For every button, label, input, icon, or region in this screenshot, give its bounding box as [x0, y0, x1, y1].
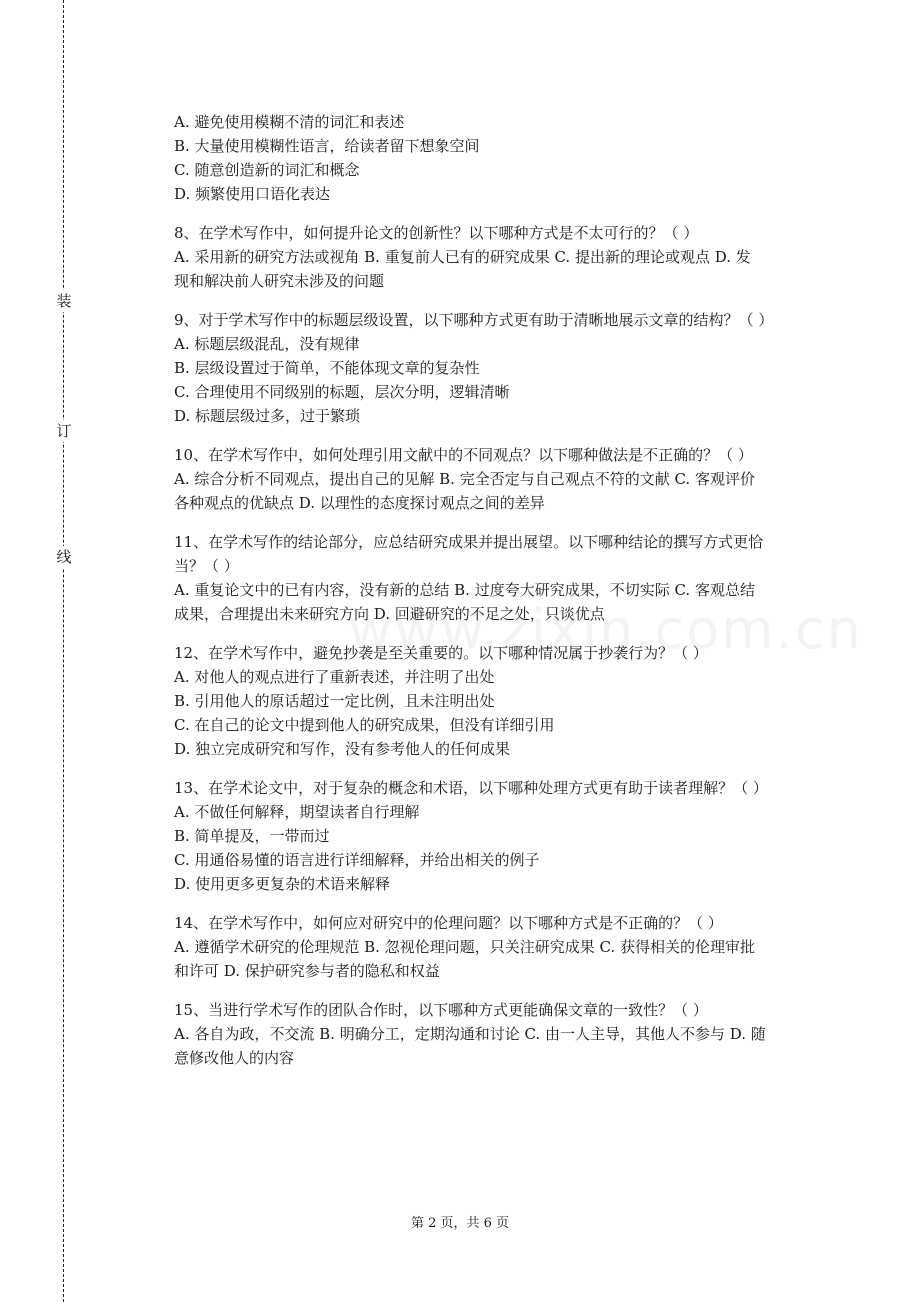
question-block [174, 911, 818, 983]
question-line: 各种观点的优缺点 D. 以理性的态度探讨观点之间的差异 [174, 494, 545, 512]
question-line: 13、在学术论文中，对于复杂的概念和术语，以下哪种处理方式更有助于读者理解？（ ） [174, 779, 768, 797]
question-block [174, 776, 818, 896]
question-line: A. 不做任何解释，期望读者自行理解 [174, 803, 420, 821]
question-line: 12、在学术写作中，避免抄袭是至关重要的。以下哪种情况属于抄袭行为？（ ） [174, 644, 708, 662]
question-line: 14、在学术写作中，如何应对研究中的伦理问题？以下哪种方式是不正确的？（ ） [174, 914, 723, 932]
question-line: B. 大量使用模糊性语言，给读者留下想象空间 [174, 137, 480, 155]
question-line: A. 重复论文中的已有内容，没有新的总结 B. 过度夸大研究成果，不切实际 C. 客观总结 [174, 581, 755, 599]
binding-char-zhuang: 装 [54, 290, 74, 312]
question-line: C. 随意创造新的词汇和概念 [174, 161, 360, 179]
question-block [174, 443, 818, 515]
question-line: D. 频繁使用口语化表达 [174, 185, 331, 203]
question-line: B. 层级设置过于简单，不能体现文章的复杂性 [174, 359, 480, 377]
question-line: 9、对于学术写作中的标题层级设置，以下哪种方式更有助于清晰地展示文章的结构？（ ） [174, 311, 774, 329]
question-line: B. 引用他人的原话超过一定比例，且未注明出处 [174, 692, 495, 710]
page-footer: 第 2 页，共 6 页 [410, 1216, 510, 1231]
question-block [174, 110, 818, 206]
question-line: 和许可 D. 保护研究参与者的隐私和权益 [174, 962, 440, 980]
question-line: A. 采用新的研究方法或视角 B. 重复前人已有的研究成果 C. 提出新的理论或观点 D. 发 [174, 248, 751, 266]
question-line: A. 遵循学术研究的伦理规范 B. 忽视伦理问题，只关注研究成果 C. 获得相关的伦理审批 [174, 938, 755, 956]
question-line: A. 对他人的观点进行了重新表述，并注明了出处 [174, 668, 495, 686]
question-line: A. 综合分析不同观点，提出自己的见解 B. 完全否定与自己观点不符的文献 C. 客观评价 [174, 470, 755, 488]
question-line: 15、当进行学术写作的团队合作时，以下哪种方式更能确保文章的一致性？（ ） [174, 1001, 708, 1019]
question-block [174, 641, 818, 761]
question-line: D. 标题层级过多，过于繁琐 [174, 407, 361, 425]
question-line: D. 独立完成研究和写作，没有参考他人的任何成果 [174, 740, 511, 758]
question-line: 8、在学术写作中，如何提升论文的创新性？以下哪种方式是不太可行的？（ ） [174, 224, 699, 242]
question-block [174, 998, 818, 1070]
binding-char-xian: 线 [54, 546, 74, 568]
question-line: 成果，合理提出未来研究方向 D. 回避研究的不足之处，只谈优点 [174, 605, 605, 623]
question-line: A. 标题层级混乱，没有规律 [174, 335, 360, 353]
question-line: 11、在学术写作的结论部分，应总结研究成果并提出展望。以下哪种结论的撰写方式更恰 [174, 533, 764, 551]
question-line: A. 各自为政，不交流 B. 明确分工，定期沟通和讨论 C. 由一人主导，其他人不参与 D. 随 [174, 1025, 766, 1043]
question-line: 当？（ ） [174, 557, 239, 575]
binding-dashed-line [63, 0, 64, 1302]
question-line: C. 合理使用不同级别的标题，层次分明，逻辑清晰 [174, 383, 510, 401]
question-block [174, 308, 818, 428]
question-line: D. 使用更多更复杂的术语来解释 [174, 875, 391, 893]
binding-char-ding: 订 [54, 420, 74, 442]
question-list [174, 110, 818, 1085]
question-line: B. 简单提及，一带而过 [174, 827, 330, 845]
question-block [174, 221, 818, 293]
question-line: C. 用通俗易懂的语言进行详细解释，并给出相关的例子 [174, 851, 540, 869]
question-line: C. 在自己的论文中提到他人的研究成果，但没有详细引用 [174, 716, 555, 734]
question-line: A. 避免使用模糊不清的词汇和表述 [174, 113, 405, 131]
question-block [174, 530, 818, 626]
question-line: 现和解决前人研究未涉及的问题 [174, 272, 385, 290]
question-line: 意修改他人的内容 [174, 1049, 295, 1067]
question-line: 10、在学术写作中，如何处理引用文献中的不同观点？以下哪种做法是不正确的？（ ） [174, 446, 753, 464]
